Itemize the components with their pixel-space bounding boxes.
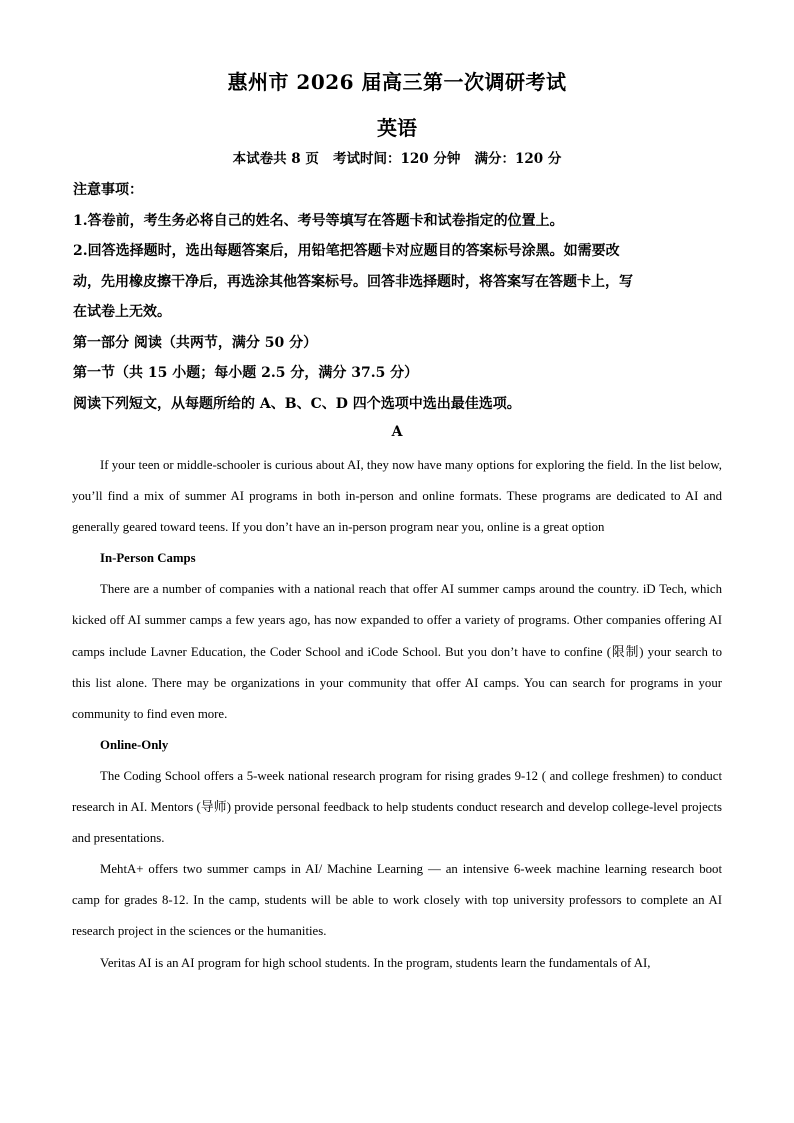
exam-title: 惠州市 2026 届高三第一次调研考试 [227,70,567,94]
part-heading: 第一部分 阅读（共两节，满分 50 分） [73,334,318,351]
paragraph-veritas: Veritas AI is an AI program for high school students. In the program, students learn the fundamentals of AI, [100,955,651,970]
passage-body [72,450,722,979]
paragraph-in-person: There are a number of companies with a national reach that offer AI summer camps around the country. iD Tech, which kicked off AI summer camps a few years ago, has now expanded to offer a variety of programs. Other companies offering AI camps include Lavner Education, the Coder School and iCode School. But you don’t have to confine (限制) your search to this list alone. There may be organizations in your community that offer AI camps. You can search for programs in your community to find even more. [72,582,722,721]
section-heading: 第一节（共 15 小题；每小题 2.5 分，满分 37.5 分） [73,365,419,381]
subject-title: 英语 [377,116,417,140]
notes-line-4: 在试卷上无效。 [73,304,171,320]
notes-line-2: 2.回答选择题时，选出每题答案后，用铅笔把答题卡对应题目的答案标号涂黑。如需要改 [73,243,620,259]
notes-line-3: 动，先用橡皮擦干净后，再选涂其他答案标号。回答非选择题时，将答案写在答题卡上，写 [73,273,633,290]
instruction: 阅读下列短文，从每题所给的 A、B、C、D 四个选项中选出最佳选项。 [73,395,521,412]
exam-info: 本试卷共 8 页 考试时间：120 分钟 满分：120 分 [232,151,562,167]
passage-intro: If your teen or middle-schooler is curious about AI, they now have many options for exploring the field. In the list below, you’ll find a mix of summer AI programs in both in-person and online formats. These programs are dedicated to AI and generally geared toward teens. If you don’t have an in-person program near you, online is a great option [72,458,722,535]
passage-letter: A [391,424,403,440]
heading-in-person: In-Person Camps [100,551,196,566]
paragraph-mehta: MehtA+ offers two summer camps in AI/ Machine Learning — an intensive 6-week machine learning research boot camp for grades 8-12. In the camp, students will be able to work closely with top university professors to complete an AI research project in the sciences or the humanities. [72,862,722,939]
notes-block [73,175,723,419]
notes-line-1: 1.答卷前，考生务必将自己的姓名、考号等填写在答题卡和试卷指定的位置上。 [73,212,564,229]
heading-online: Online-Only [100,737,169,752]
notes-heading: 注意事项： [73,182,143,198]
paragraph-coding-school: The Coding School offers a 5-week national research program for rising grades 9-12 ( and college freshmen) to conduct research in AI. Mentors (导师) provide personal feedback to help students conduct research and develop college-level projects and presentations. [72,768,722,846]
